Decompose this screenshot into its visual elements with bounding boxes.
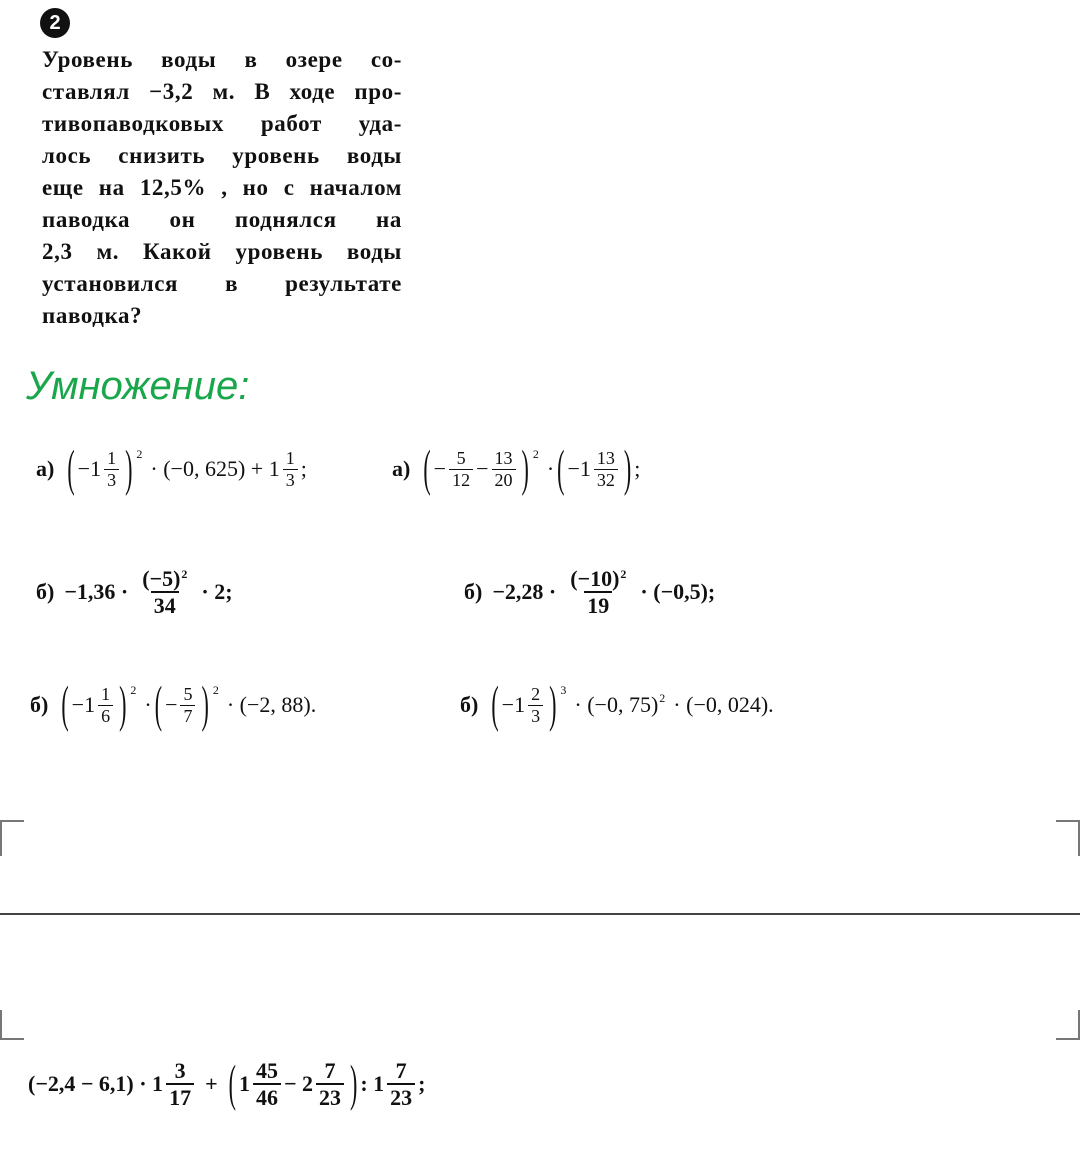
problem-line: Уровень воды в озере со- [42, 47, 402, 72]
expression-post: · (−2, 88). [226, 692, 317, 718]
denominator: 32 [594, 469, 618, 491]
exponent: 2 [136, 446, 143, 461]
division-operator: : 1 [360, 1071, 385, 1097]
denominator: 34 [151, 591, 179, 618]
fraction [492, 448, 516, 490]
dot-operator: · [546, 456, 555, 482]
exercise-b-right [464, 566, 715, 619]
exercise-a-left [36, 439, 307, 497]
expression-post: · (−0,5); [640, 579, 716, 605]
page-corner-marker [1056, 1010, 1080, 1040]
numerator: 2 [531, 684, 541, 704]
exercise-b-left [36, 566, 233, 619]
section-heading: Умножение: [26, 364, 250, 408]
problem-text [42, 44, 402, 332]
numerator: 13 [494, 448, 513, 468]
left-paren: ( [154, 675, 163, 733]
plus-sign: + [205, 1071, 218, 1097]
left-paren: ( [61, 675, 69, 733]
expression-pre: −1,36 · [64, 579, 129, 605]
fraction [316, 1058, 344, 1111]
denominator: 6 [98, 705, 113, 727]
expression-end: ; [634, 456, 641, 482]
left-paren: ( [67, 439, 75, 497]
expression-post: · 2; [201, 579, 233, 605]
exponent: 2 [532, 446, 539, 461]
expression-pre: (−2,4 − 6,1) · 1 [28, 1071, 164, 1097]
expression-end: ; [300, 456, 307, 482]
numerator: 7 [395, 1058, 407, 1083]
exponent: 2 [659, 690, 666, 705]
problem-line: паводка? [42, 303, 143, 328]
problem-line: еще на 12,5% , но с началом [42, 175, 402, 200]
fraction [180, 684, 195, 726]
exercise-label: б) [30, 692, 49, 718]
expression-middle: · (−0, 625) + 1 [150, 456, 280, 482]
page-corner-marker [1056, 820, 1080, 856]
exponent: 2 [620, 566, 627, 581]
problem-number-badge: 2 [40, 8, 70, 38]
fraction [528, 684, 543, 726]
exercise-c-right [460, 675, 774, 733]
fraction [166, 1058, 194, 1111]
numerator: $(-10)^2$ [570, 566, 627, 591]
right-paren: ) [349, 1054, 358, 1112]
expression-post: · (−0, 024). [673, 692, 774, 718]
problem-line: паводка он поднялся на [42, 207, 402, 232]
denominator: 23 [316, 1083, 344, 1110]
fraction [253, 1058, 281, 1111]
fraction [283, 448, 298, 490]
denominator: 17 [166, 1083, 194, 1110]
denominator: 3 [104, 469, 119, 491]
numerator: 7 [324, 1058, 336, 1083]
mixed-whole: −1 [71, 692, 96, 718]
exponent: 3 [560, 682, 567, 697]
exercise-c-left [30, 675, 317, 733]
numerator: 3 [174, 1058, 186, 1083]
dot-operator: · [144, 692, 152, 718]
numerator: $(-5)^2$ [142, 566, 188, 591]
left-paren: ( [491, 675, 499, 733]
numerator: 1 [285, 448, 295, 468]
fraction [139, 566, 190, 619]
problem-line: ставлял −3,2 м. В ходе про- [42, 79, 402, 104]
right-paren: ) [521, 439, 529, 497]
denominator: 3 [283, 469, 298, 491]
exercise-a-right [392, 439, 641, 497]
denominator: 23 [387, 1083, 415, 1110]
exponent: 2 [181, 566, 188, 581]
problem-line: тивопаводковых работ уда- [42, 111, 402, 136]
right-paren: ) [119, 675, 127, 733]
operator: − [476, 456, 489, 482]
page-corner-marker [0, 820, 24, 856]
left-paren: ( [557, 439, 565, 497]
exponent: 2 [212, 682, 219, 697]
numerator: 45 [255, 1058, 278, 1083]
exercise-label: б) [36, 579, 55, 605]
left-paren: ( [228, 1054, 236, 1112]
numerator: 5 [183, 684, 193, 704]
mixed-whole: −1 [77, 456, 102, 482]
exercise-label: а) [36, 456, 55, 482]
problem-line: 2,3 м. Какой уровень воды [42, 239, 402, 264]
mixed-whole: 1 [238, 1071, 250, 1097]
exercise-bottom [28, 1054, 426, 1112]
numerator: 13 [596, 448, 615, 468]
right-paren: ) [549, 675, 557, 733]
mixed-whole: −1 [501, 692, 526, 718]
exercise-label: а) [392, 456, 411, 482]
fraction [104, 448, 119, 490]
problem-line: лось снизить уровень воды [42, 143, 402, 168]
denominator: 46 [253, 1083, 281, 1110]
fraction [98, 684, 113, 726]
denominator: 3 [528, 705, 543, 727]
expression-middle: · (−0, 75) [574, 692, 659, 718]
expression-end: ; [418, 1071, 426, 1097]
right-paren: ) [623, 439, 632, 497]
exercise-label: б) [460, 692, 479, 718]
page-divider [0, 913, 1080, 915]
problem-line: установился в результате [42, 271, 402, 296]
denominator: 19 [584, 591, 612, 618]
denominator: 20 [492, 469, 516, 491]
minus-sign: − [165, 692, 178, 718]
fraction [387, 1058, 415, 1111]
minus-sign: − [433, 456, 447, 482]
numerator: 1 [101, 684, 111, 704]
page-corner-marker [0, 1010, 24, 1040]
mixed-whole: −1 [567, 456, 591, 482]
expression-pre: −2,28 · [492, 579, 557, 605]
numerator: 1 [107, 448, 117, 468]
denominator: 12 [449, 469, 473, 491]
fraction [449, 448, 473, 490]
exercise-label: б) [464, 579, 483, 605]
denominator: 7 [180, 705, 195, 727]
fraction [594, 448, 618, 490]
left-paren: ( [423, 439, 431, 497]
numerator: 5 [456, 448, 466, 468]
operator: − 2 [283, 1071, 313, 1097]
exponent: 2 [130, 682, 137, 697]
right-paren: ) [201, 675, 209, 733]
right-paren: ) [125, 439, 133, 497]
fraction [567, 566, 629, 619]
